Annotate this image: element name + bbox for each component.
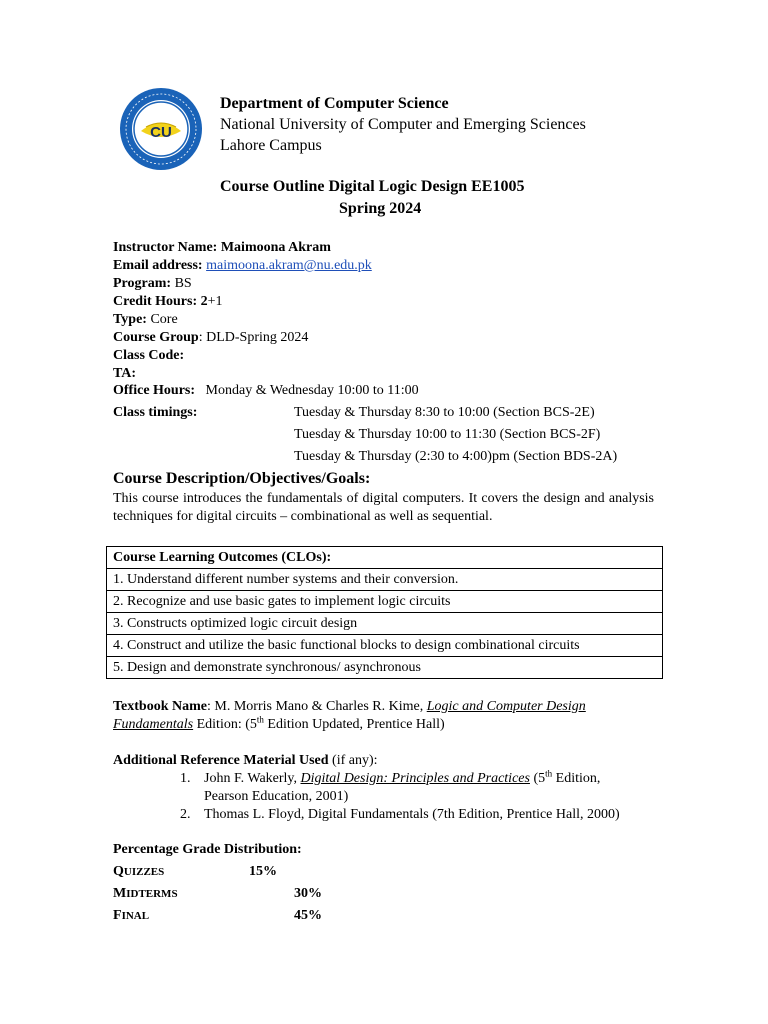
grade-value-quizzes: 15% [249,864,277,879]
table-row [107,657,663,679]
clo-item: 1. Understand different number systems and their conversion. [107,569,663,591]
instructor-name: Maimoona Akram [220,240,331,255]
references-heading: Additional Reference Material Used (if any): [113,753,378,768]
course-term: Spring 2024 [339,200,422,217]
class-timing-1: Tuesday & Thursday 8:30 to 10:00 (Section BCS-2E) [294,405,595,420]
course-title: Course Outline Digital Logic Design EE1005 [220,178,525,195]
table-row [107,591,663,613]
clo-item: 2. Recognize and use basic gates to implement logic circuits [107,591,663,613]
table-row [107,613,663,635]
department-name: Department of Computer Science [220,95,449,112]
class-timing-3: Tuesday & Thursday (2:30 to 4:00)pm (Section BDS-2A) [294,449,618,464]
type-line: Type: Core [113,312,178,327]
email-link[interactable]: maimoona.akram@nu.edu.pk [206,258,372,273]
grade-value-midterms: 30% [294,886,322,901]
instructor-line: Instructor Name: Maimoona Akram [113,240,331,255]
class-timing-2: Tuesday & Thursday 10:00 to 11:30 (Section BCS-2F) [294,427,601,442]
table-row [107,547,663,569]
grade-heading: Percentage Grade Distribution: [113,842,302,857]
email-line: Email address: maimoona.akram@nu.edu.pk [113,258,372,273]
class-timings-label: Class timings: [113,405,198,420]
grade-value-final: 45% [294,908,322,923]
credit-hours-line: Credit Hours: 2+1 [113,294,223,309]
table-row [107,635,663,657]
university-name: National University of Computer and Emerging Sciences [220,116,586,133]
clo-item: 5. Design and demonstrate synchronous/ asynchronous [107,657,663,679]
program-line: Program: BS [113,276,192,291]
class-code-line: Class Code: [113,348,185,363]
office-hours-line: Office Hours: Monday & Wednesday 10:00 to 11:00 [113,383,419,398]
grade-label-final: FINAL [113,908,150,923]
reference-title: Digital Design: Principles and Practices [300,771,530,786]
textbook-line: Textbook Name: M. Morris Mano & Charles R. Kime, Logic and Computer Design Fundamentals Edition: (5th Edition Updated, Prentice Hall) [113,699,586,732]
svg-text:CU: CU [150,124,172,141]
course-group-line: Course Group: DLD-Spring 2024 [113,330,309,345]
university-logo [119,87,203,171]
table-row [107,569,663,591]
description-text: This course introduces the fundamentals of digital computers. It covers the design and analysis techniques for digital circuits – combinational as well as sequential. [113,491,654,524]
textbook-title: Logic and Computer Design Fundamentals [113,699,586,732]
clo-header: Course Learning Outcomes (CLOs): [107,547,663,569]
clo-item: 3. Constructs optimized logic circuit design [107,613,663,635]
description-heading: Course Description/Objectives/Goals: [113,470,371,487]
grade-label-quizzes: QUIZZES [113,864,165,879]
campus-name: Lahore Campus [220,137,322,154]
clo-table [106,546,663,679]
clo-item: 4. Construct and utilize the basic functional blocks to design combinational circuits [107,635,663,657]
ta-line: TA: [113,366,137,381]
grade-label-midterms: MIDTERMS [113,886,178,901]
